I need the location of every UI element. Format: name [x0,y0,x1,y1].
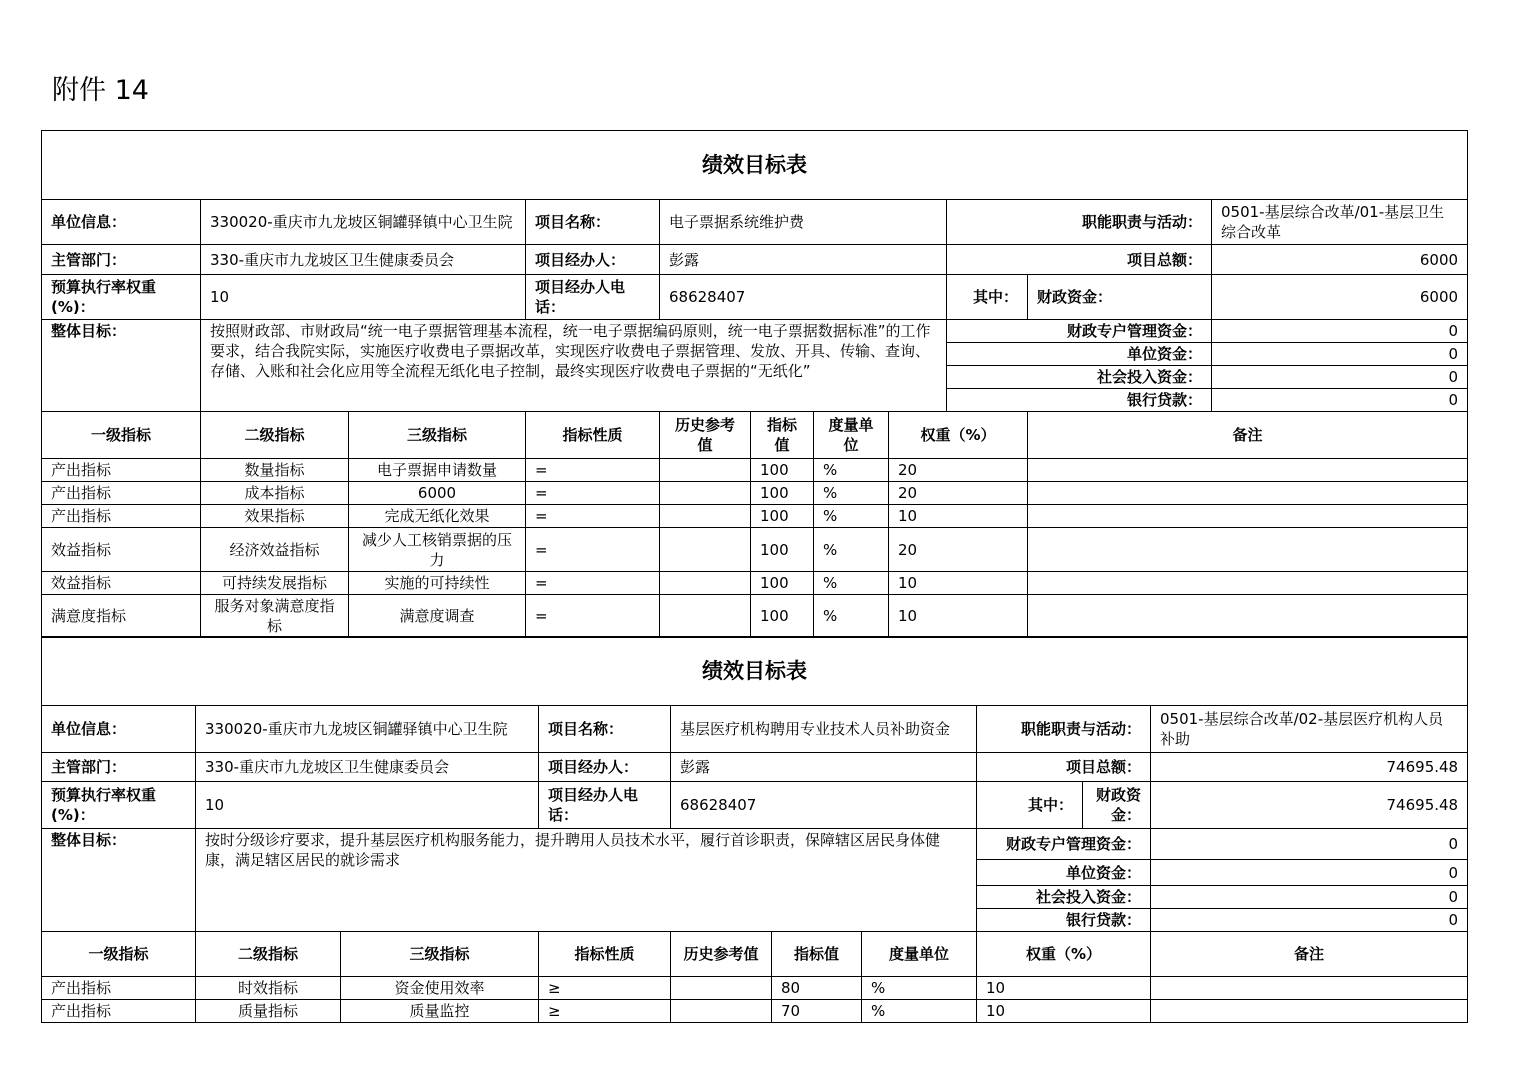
note-cell [1028,572,1468,595]
level1-cell: 产出指标 [42,505,201,528]
table-title: 绩效目标表 [42,131,1468,200]
weight-cell: 10 [889,595,1028,638]
unit-fund-value: 0 [1212,343,1468,366]
special-fund-label: 财政专户管理资金： [977,829,1151,860]
level1-cell: 产出指标 [42,459,201,482]
history-cell [660,572,751,595]
table-row [42,528,1468,572]
value-cell: 100 [751,482,814,505]
unit-label: 单位信息： [42,200,201,245]
table-row [42,505,1468,528]
level3-cell: 满意度调查 [349,595,526,638]
level3-cell: 减少人工核销票据的压力 [349,528,526,572]
function-label: 职能职责与活动： [977,706,1151,753]
table-row [42,482,1468,505]
unit-cell: % [814,505,889,528]
note-cell [1028,595,1468,638]
phone-label: 项目经办人电话： [526,275,660,320]
of-which-label: 其中： [977,782,1083,829]
phone-label: 项目经办人电话： [539,782,671,829]
nature-cell: = [526,459,660,482]
unit-cell: % [814,572,889,595]
unit-fund-value: 0 [1151,860,1468,886]
history-cell [671,1000,772,1023]
header-cell: 权重（%） [889,412,1028,459]
project-name-label: 项目名称： [539,706,671,753]
header-cell: 指标性质 [526,412,660,459]
bank-loan-value: 0 [1212,389,1468,412]
level1-cell: 效益指标 [42,528,201,572]
table-row [42,572,1468,595]
weight-value: 10 [196,782,539,829]
header-cell: 三级指标 [349,412,526,459]
level3-cell: 电子票据申请数量 [349,459,526,482]
goal-label: 整体目标： [42,829,196,932]
phone-value: 68628407 [671,782,977,829]
special-fund-value: 0 [1151,829,1468,860]
unit-value: 330020-重庆市九龙坡区铜罐驿镇中心卫生院 [201,200,526,245]
header-cell: 指标值 [751,412,814,459]
fiscal-label: 财政资金： [1028,275,1212,320]
level2-cell: 效果指标 [201,505,349,528]
level2-cell: 经济效益指标 [201,528,349,572]
social-fund-value: 0 [1212,366,1468,389]
goal-text: 按时分级诊疗要求，提升基层医疗机构服务能力，提升聘用人员技术水平，履行首诊职责，保障辖区居民身体健康，满足辖区居民的就诊需求 [196,829,977,932]
level2-cell: 成本指标 [201,482,349,505]
project-name-value: 电子票据系统维护费 [660,200,947,245]
weight-cell: 10 [889,505,1028,528]
value-cell: 100 [751,595,814,638]
weight-cell: 10 [977,1000,1151,1023]
nature-cell: = [526,595,660,638]
bank-loan-value: 0 [1151,909,1468,932]
unit-fund-label: 单位资金： [977,860,1151,886]
nature-cell: = [526,528,660,572]
unit-cell: % [862,977,977,1000]
fiscal-value: 6000 [1212,275,1468,320]
dept-value: 330-重庆市九龙坡区卫生健康委员会 [201,245,526,275]
attachment-label: 附件 14 [52,75,149,106]
header-cell: 备注 [1151,932,1468,977]
weight-cell: 10 [977,977,1151,1000]
of-which-label: 其中： [947,275,1028,320]
level2-cell: 数量指标 [201,459,349,482]
header-cell: 指标值 [772,932,862,977]
manager-label: 项目经办人： [539,753,671,782]
function-value: 0501-基层综合改革/02-基层医疗机构人员补助 [1151,706,1468,753]
unit-label: 单位信息： [42,706,196,753]
value-cell: 100 [751,459,814,482]
nature-cell: = [526,482,660,505]
level1-cell: 效益指标 [42,572,201,595]
total-value: 74695.48 [1151,753,1468,782]
level1-cell: 产出指标 [42,482,201,505]
weight-cell: 20 [889,528,1028,572]
total-value: 6000 [1212,245,1468,275]
manager-value: 彭露 [660,245,947,275]
level3-cell: 6000 [349,482,526,505]
note-cell [1028,459,1468,482]
value-cell: 100 [751,505,814,528]
level2-cell: 质量指标 [196,1000,341,1023]
level3-cell: 实施的可持续性 [349,572,526,595]
unit-cell: % [862,1000,977,1023]
note-cell [1151,977,1468,1000]
special-fund-value: 0 [1212,320,1468,343]
indicator-header-row [42,932,1468,977]
fiscal-value: 74695.48 [1151,782,1468,829]
history-cell [660,528,751,572]
history-cell [660,482,751,505]
level1-cell: 产出指标 [42,977,196,1000]
level3-cell: 质量监控 [341,1000,539,1023]
header-cell: 二级指标 [201,412,349,459]
history-cell [660,595,751,638]
level1-cell: 满意度指标 [42,595,201,638]
value-cell: 100 [751,528,814,572]
table-row [42,1000,1468,1023]
value-cell: 70 [772,1000,862,1023]
manager-value: 彭露 [671,753,977,782]
level2-cell: 服务对象满意度指标 [201,595,349,638]
header-cell: 一级指标 [42,412,201,459]
weight-label: 预算执行率权重(%)： [42,782,196,829]
history-cell [660,505,751,528]
total-label: 项目总额： [947,245,1212,275]
header-cell: 度量单位 [814,412,889,459]
social-fund-label: 社会投入资金： [947,366,1212,389]
phone-value: 68628407 [660,275,947,320]
project-name-label: 项目名称： [526,200,660,245]
value-cell: 80 [772,977,862,1000]
dept-value: 330-重庆市九龙坡区卫生健康委员会 [196,753,539,782]
level3-cell: 资金使用效率 [341,977,539,1000]
nature-cell: ≥ [539,1000,671,1023]
dept-label: 主管部门： [42,753,196,782]
function-value: 0501-基层综合改革/01-基层卫生综合改革 [1212,200,1468,245]
nature-cell: = [526,572,660,595]
weight-label: 预算执行率权重(%)： [42,275,201,320]
indicator-header-row [42,412,1468,459]
level2-cell: 可持续发展指标 [201,572,349,595]
table-row [42,977,1468,1000]
table-title: 绩效目标表 [42,637,1468,706]
function-label: 职能职责与活动： [947,200,1212,245]
header-cell: 二级指标 [196,932,341,977]
header-cell: 历史参考值 [671,932,772,977]
unit-value: 330020-重庆市九龙坡区铜罐驿镇中心卫生院 [196,706,539,753]
table-row [42,595,1468,638]
goal-text: 按照财政部、市财政局“统一电子票据管理基本流程，统一电子票据编码原则，统一电子票据数据标准”的工作要求，结合我院实际，实施医疗收费电子票据改革，实现医疗收费电子票据管理、发放、开具、传输、查询、存储、入账和社会化应用等全流程无纸化电子控制，最终实现医疗收费电子票据的“无纸化” [201,320,947,412]
header-cell: 一级指标 [42,932,196,977]
dept-label: 主管部门： [42,245,201,275]
history-cell [660,459,751,482]
header-cell: 备注 [1028,412,1468,459]
note-cell [1028,528,1468,572]
manager-label: 项目经办人： [526,245,660,275]
note-cell [1151,1000,1468,1023]
unit-cell: % [814,482,889,505]
fiscal-label: 财政资金： [1083,782,1151,829]
unit-fund-label: 单位资金： [947,343,1212,366]
unit-cell: % [814,459,889,482]
weight-cell: 20 [889,459,1028,482]
weight-cell: 10 [889,572,1028,595]
bank-loan-label: 银行贷款： [947,389,1212,412]
value-cell: 100 [751,572,814,595]
level2-cell: 时效指标 [196,977,341,1000]
nature-cell: = [526,505,660,528]
header-cell: 三级指标 [341,932,539,977]
level3-cell: 完成无纸化效果 [349,505,526,528]
weight-value: 10 [201,275,526,320]
header-cell: 历史参考值 [660,412,751,459]
unit-cell: % [814,528,889,572]
header-cell: 指标性质 [539,932,671,977]
note-cell [1028,505,1468,528]
header-cell: 度量单位 [862,932,977,977]
unit-cell: % [814,595,889,638]
performance-table-2 [41,636,1468,1023]
performance-table-1 [41,130,1468,638]
social-fund-value: 0 [1151,886,1468,909]
weight-cell: 20 [889,482,1028,505]
nature-cell: ≥ [539,977,671,1000]
special-fund-label: 财政专户管理资金： [947,320,1212,343]
total-label: 项目总额： [977,753,1151,782]
note-cell [1028,482,1468,505]
social-fund-label: 社会投入资金： [977,886,1151,909]
bank-loan-label: 银行贷款： [977,909,1151,932]
project-name-value: 基层医疗机构聘用专业技术人员补助资金 [671,706,977,753]
goal-label: 整体目标： [42,320,201,412]
table-row [42,459,1468,482]
header-cell: 权重（%） [977,932,1151,977]
history-cell [671,977,772,1000]
level1-cell: 产出指标 [42,1000,196,1023]
